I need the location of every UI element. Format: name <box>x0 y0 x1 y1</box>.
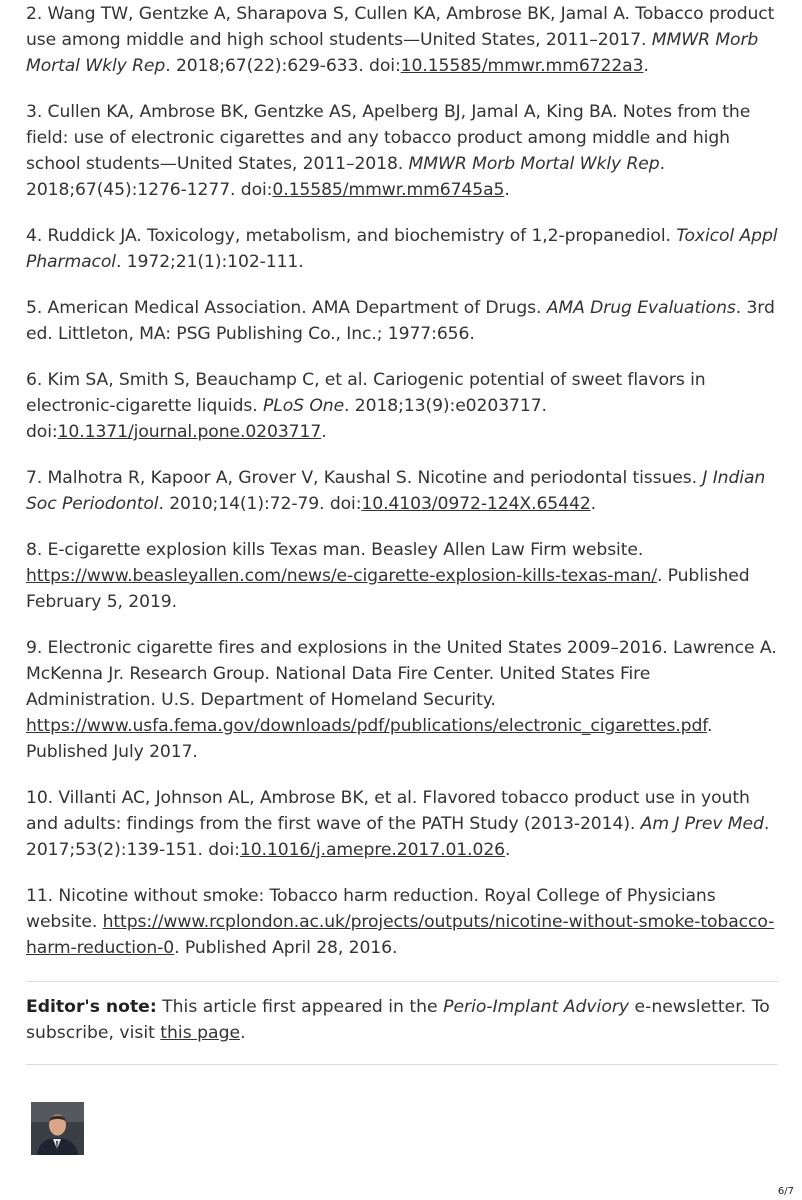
reference-tail: . Published April 28, 2016. <box>174 938 398 958</box>
reference-item <box>26 785 778 863</box>
reference-item <box>26 295 778 347</box>
reference-item <box>26 537 778 615</box>
reference-citation: . 2018;67(45):1276-1277. doi: <box>26 154 665 200</box>
reference-citation: . 1972;21(1):102-111. <box>115 252 304 272</box>
reference-item <box>26 367 778 445</box>
reference-link[interactable]: 0.15585/mmwr.mm6745a5 <box>272 180 505 200</box>
reference-tail: . <box>505 840 511 860</box>
journal-name: MMWR Morb Mortal Wkly Rep <box>26 30 759 76</box>
reference-text: 7. Malhotra R, Kapoor A, Grover V, Kaushal S. Nicotine and periodontal tissues. <box>26 468 703 488</box>
reference-text: 5. American Medical Association. AMA Department of Drugs. <box>26 298 547 318</box>
reference-text: 9. Electronic cigarette fires and explosions in the United States 2009–2016. Lawrence A. McKenna Jr. Research Group. National Data Fire Center. United States Fire Administration. U.S. Department of Homeland Security. <box>26 638 777 710</box>
editors-note-text: This article first appeared in the <box>156 997 444 1017</box>
reference-link[interactable]: https://www.beasleyallen.com/news/e-cigarette-explosion-kills-texas-man/ <box>26 566 657 586</box>
reference-item <box>26 635 778 765</box>
references-list <box>26 1 778 961</box>
journal-name: Am J Prev Med <box>640 814 764 834</box>
editors-note-end: . <box>240 1023 246 1043</box>
reference-citation: . 2018;67(22):629-633. doi: <box>165 56 401 76</box>
reference-link[interactable]: 10.1016/j.amepre.2017.01.026 <box>239 840 506 860</box>
reference-text: 3. Cullen KA, Ambrose BK, Gentzke AS, Apelberg BJ, Jamal A, King BA. Notes from the field: use of electronic cigarettes and any tobacco product among middle and high school students—United States, 2011–2018. <box>26 102 751 174</box>
journal-name: AMA Drug Evaluations <box>546 298 736 318</box>
reference-item <box>26 465 778 517</box>
reference-tail: . <box>504 180 510 200</box>
reference-item <box>26 1 778 79</box>
editors-note <box>26 994 778 1046</box>
page-number: 6/7 <box>777 1186 794 1197</box>
reference-item <box>26 883 778 961</box>
reference-tail: . <box>321 422 327 442</box>
reference-text: 2. Wang TW, Gentzke A, Sharapova S, Cullen KA, Ambrose BK, Jamal A. Tobacco product use among middle and high school students—United States, 2011–2017. <box>26 4 775 50</box>
publication-name: Perio-Implant Adviory <box>443 997 630 1017</box>
journal-name: Toxicol Appl Pharmacol <box>26 226 778 272</box>
journal-name: MMWR Morb Mortal Wkly Rep <box>408 154 660 174</box>
journal-name: J Indian Soc Periodontol <box>26 468 766 514</box>
reference-text: 8. E-cigarette explosion kills Texas man. Beasley Allen Law Firm website. <box>26 540 644 560</box>
reference-text: 10. Villanti AC, Johnson AL, Ambrose BK, et al. Flavored tobacco product use in youth and adults: findings from the first wave of the PATH Study (2013-2014). <box>26 788 750 834</box>
author-avatar[interactable] <box>31 1102 84 1155</box>
reference-tail: . Published July 2017. <box>26 716 713 762</box>
author-photo-icon <box>31 1102 84 1155</box>
reference-link[interactable]: 10.15585/mmwr.mm6722a3 <box>400 56 644 76</box>
reference-link[interactable]: 10.4103/0972-124X.65442 <box>361 494 591 514</box>
divider-bottom <box>26 1064 778 1065</box>
reference-citation: . 2010;14(1):72-79. doi: <box>158 494 362 514</box>
reference-text: 11. Nicotine without smoke: Tobacco harm reduction. Royal College of Physicians website. <box>26 886 716 932</box>
reference-link[interactable]: https://www.rcplondon.ac.uk/projects/outputs/nicotine-without-smoke-tobacco-harm-reduction-0 <box>26 912 775 958</box>
article-content <box>26 0 778 1077</box>
reference-item <box>26 223 778 275</box>
reference-citation: . 3rd ed. Littleton, MA: PSG Publishing Co., Inc.; 1977:656. <box>26 298 775 344</box>
journal-name: PLoS One <box>263 396 345 416</box>
reference-tail: . <box>590 494 597 514</box>
reference-link[interactable]: https://www.usfa.fema.gov/downloads/pdf/publications/electronic_cigarettes.pdf <box>26 716 707 736</box>
reference-citation: . 2018;13(9):e0203717. doi: <box>26 396 547 442</box>
reference-link[interactable]: 10.1371/journal.pone.0203717 <box>57 422 322 442</box>
reference-item <box>26 99 778 203</box>
divider <box>26 981 778 982</box>
reference-text: 4. Ruddick JA. Toxicology, metabolism, and biochemistry of 1,2-propanediol. <box>26 226 677 246</box>
reference-text: 6. Kim SA, Smith S, Beauchamp C, et al. Cariogenic potential of sweet flavors in electronic-cigarette liquids. <box>26 370 706 416</box>
editors-note-label: Editor's note: <box>26 997 157 1017</box>
editors-note-text-2: e-newsletter. To subscribe, visit <box>26 997 770 1043</box>
subscribe-link[interactable]: this page <box>160 1023 241 1043</box>
reference-tail: . <box>643 56 649 76</box>
reference-citation: . 2017;53(2):139-151. doi: <box>26 814 770 860</box>
reference-tail: . Published February 5, 2019. <box>26 566 750 612</box>
